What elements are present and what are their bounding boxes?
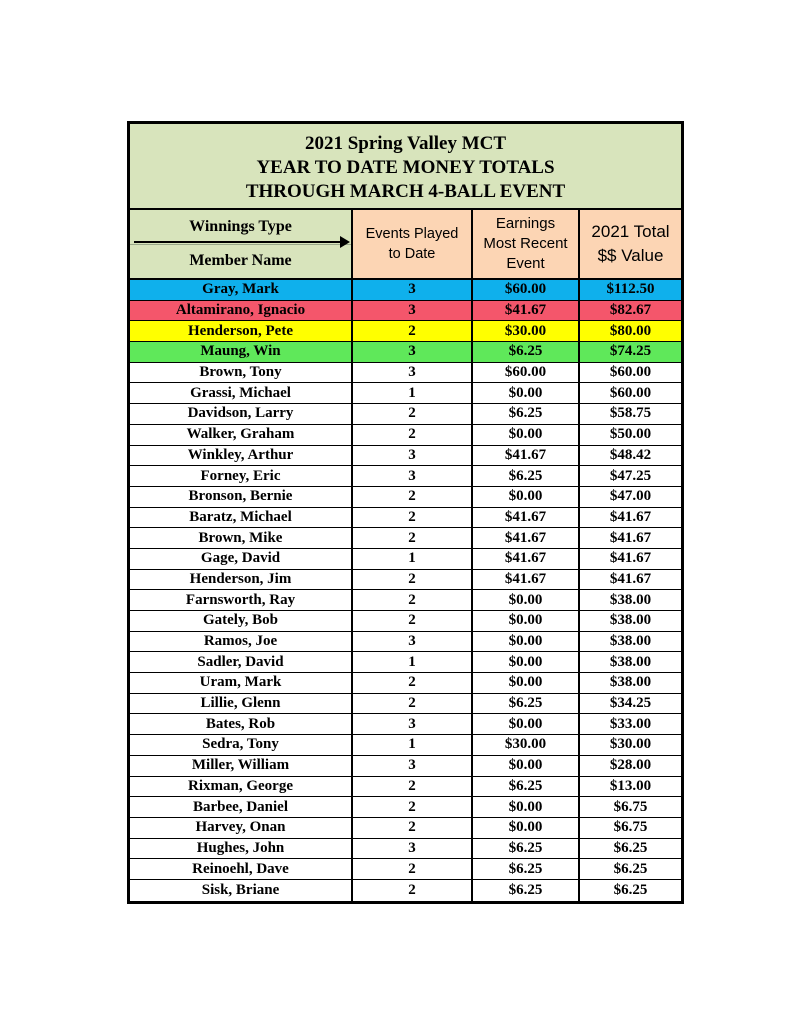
member-name-cell: Bronson, Bernie [130,487,353,507]
recent-earnings-cell: $6.25 [473,777,580,797]
total-value-cell: $60.00 [609,384,652,401]
header-winnings-type: Winnings Type [130,210,351,245]
table-row [130,735,681,756]
recent-earnings-cell: $0.00 [473,487,580,507]
member-name-cell: Uram, Mark [130,673,353,693]
member-name-cell: Sedra, Tony [130,735,353,755]
events-played-cell: 1 [353,383,473,403]
recent-earnings-cell: $41.67 [473,528,580,548]
total-value-cell: $6.25 [613,881,648,898]
title-block [130,124,681,210]
events-played-cell: 3 [353,466,473,486]
events-played-cell: 1 [353,652,473,672]
member-name-cell: Grassi, Michael [130,383,353,403]
events-played-cell: 2 [353,487,473,507]
table-row [130,446,681,467]
total-value-cell: $82.67 [609,302,652,319]
member-name-cell: Harvey, Onan [130,818,353,838]
table-row [130,342,681,363]
table-row [130,363,681,384]
events-played-cell: 2 [353,570,473,590]
table-header [130,210,681,280]
table-row [130,694,681,715]
table-row [130,632,681,653]
events-played-cell: 2 [353,508,473,528]
total-value-cell: $41.67 [609,550,652,567]
table-row [130,818,681,839]
events-played-cell: 3 [353,301,473,321]
events-played-cell: 2 [353,859,473,879]
total-value-cell: $28.00 [609,757,652,774]
table-row [130,859,681,880]
events-played-cell: 2 [353,590,473,610]
events-played-cell: 3 [353,756,473,776]
table-row [130,756,681,777]
recent-earnings-cell: $60.00 [473,280,580,300]
member-name-cell: Gage, David [130,549,353,569]
header-total-line1: 2021 Total [591,222,670,241]
member-name-cell: Henderson, Pete [130,321,353,341]
member-name-cell: Gately, Bob [130,611,353,631]
member-name-cell: Gray, Mark [130,280,353,300]
events-played-cell: 3 [353,632,473,652]
recent-earnings-cell: $0.00 [473,756,580,776]
total-value-cell: $48.42 [609,446,652,463]
total-value-cell: $38.00 [609,674,652,691]
total-value-cell: $74.25 [609,343,652,360]
table-row [130,321,681,342]
events-played-cell: 2 [353,818,473,838]
header-events-played-line2: to Date [388,246,436,262]
table-row [130,797,681,818]
member-name-cell: Reinoehl, Dave [130,859,353,879]
member-name-cell: Maung, Win [130,342,353,362]
recent-earnings-cell: $0.00 [473,797,580,817]
events-played-cell: 1 [353,549,473,569]
events-played-cell: 2 [353,673,473,693]
table-row [130,487,681,508]
table-row [130,777,681,798]
title-line-2: YEAR TO DATE MONEY TOTALS [256,157,555,178]
events-played-cell: 2 [353,777,473,797]
total-value-cell: $58.75 [609,405,652,422]
table-row [130,652,681,673]
total-value-cell: $13.00 [609,777,652,794]
header-earnings-line1: Earnings [495,215,556,232]
member-name-cell: Walker, Graham [130,425,353,445]
total-value-cell: $38.00 [609,633,652,650]
total-value-cell: $34.25 [609,695,652,712]
table-row [130,301,681,322]
member-name-cell: Bates, Rob [130,714,353,734]
recent-earnings-cell: $30.00 [473,735,580,755]
member-name-cell: Lillie, Glenn [130,694,353,714]
header-name-column [130,210,353,278]
events-played-cell: 2 [353,425,473,445]
total-value-cell: $112.50 [606,281,655,298]
recent-earnings-cell: $0.00 [473,611,580,631]
member-name-cell: Miller, William [130,756,353,776]
total-value-cell: $6.75 [613,798,648,815]
recent-earnings-cell: $6.25 [473,859,580,879]
total-value-cell: $33.00 [609,715,652,732]
events-played-cell: 2 [353,797,473,817]
recent-earnings-cell: $0.00 [473,590,580,610]
recent-earnings-cell: $41.67 [473,446,580,466]
table-body [130,280,681,901]
recent-earnings-cell: $41.67 [473,301,580,321]
member-name-cell: Farnsworth, Ray [130,590,353,610]
table-row [130,611,681,632]
total-value-cell: $6.25 [613,839,648,856]
header-events-played [353,210,473,278]
total-value-cell: $47.25 [609,467,652,484]
recent-earnings-cell: $60.00 [473,363,580,383]
events-played-cell: 3 [353,714,473,734]
events-played-cell: 2 [353,611,473,631]
recent-earnings-cell: $0.00 [473,714,580,734]
total-value-cell: $38.00 [609,612,652,629]
member-name-cell: Forney, Eric [130,466,353,486]
recent-earnings-cell: $0.00 [473,632,580,652]
table-row [130,425,681,446]
table-row [130,466,681,487]
header-events-played-line1: Events Played [365,226,459,242]
table-row [130,714,681,735]
total-value-cell: $60.00 [609,364,652,381]
total-value-cell: $6.25 [613,860,648,877]
total-value-cell: $41.67 [609,508,652,525]
total-value-cell: $30.00 [609,736,652,753]
header-member-name: Member Name [189,252,292,270]
total-value-cell: $6.75 [613,819,648,836]
total-value-cell: $50.00 [609,426,652,443]
recent-earnings-cell: $0.00 [473,425,580,445]
member-name-cell: Rixman, George [130,777,353,797]
total-value-cell: $38.00 [609,653,652,670]
recent-earnings-cell: $41.67 [473,549,580,569]
table-row [130,590,681,611]
arrow-right-icon [134,241,348,243]
total-value-cell: $41.67 [609,529,652,546]
recent-earnings-cell: $41.67 [473,508,580,528]
member-name-cell: Brown, Tony [130,363,353,383]
recent-earnings-cell: $6.25 [473,404,580,424]
table-row [130,570,681,591]
recent-earnings-cell: $30.00 [473,321,580,341]
member-name-cell: Barbee, Daniel [130,797,353,817]
recent-earnings-cell: $6.25 [473,880,580,901]
events-played-cell: 3 [353,363,473,383]
total-value-cell: $38.00 [609,591,652,608]
title-line-1: 2021 Spring Valley MCT [304,133,507,154]
recent-earnings-cell: $0.00 [473,673,580,693]
events-played-cell: 3 [353,280,473,300]
table-row [130,880,681,901]
header-earnings-line2: Most Recent [483,235,568,252]
recent-earnings-cell: $0.00 [473,818,580,838]
header-total-value [580,210,681,278]
events-played-cell: 2 [353,321,473,341]
table-row [130,528,681,549]
events-played-cell: 3 [353,446,473,466]
total-value-cell: $41.67 [609,570,652,587]
events-played-cell: 1 [353,735,473,755]
events-played-cell: 2 [353,404,473,424]
events-played-cell: 2 [353,694,473,714]
events-played-cell: 3 [353,342,473,362]
table-row [130,839,681,860]
member-name-cell: Hughes, John [130,839,353,859]
member-name-cell: Brown, Mike [130,528,353,548]
total-value-cell: $47.00 [609,488,652,505]
member-name-cell: Sadler, David [130,652,353,672]
table-row [130,404,681,425]
events-played-cell: 3 [353,839,473,859]
member-name-cell: Sisk, Briane [130,880,353,901]
recent-earnings-cell: $6.25 [473,694,580,714]
member-name-cell: Winkley, Arthur [130,446,353,466]
recent-earnings-cell: $6.25 [473,839,580,859]
member-name-cell: Baratz, Michael [130,508,353,528]
table-row [130,673,681,694]
recent-earnings-cell: $6.25 [473,342,580,362]
table-row [130,383,681,404]
table-row [130,549,681,570]
member-name-cell: Henderson, Jim [130,570,353,590]
member-name-cell: Altamirano, Ignacio [130,301,353,321]
header-earnings-line3: Event [506,255,545,272]
member-name-cell: Ramos, Joe [130,632,353,652]
title-line-3: THROUGH MARCH 4-BALL EVENT [245,181,566,202]
events-played-cell: 2 [353,880,473,901]
recent-earnings-cell: $6.25 [473,466,580,486]
table-row [130,280,681,301]
header-total-line2: $$ Value [597,246,664,265]
total-value-cell: $80.00 [609,322,652,339]
recent-earnings-cell: $0.00 [473,383,580,403]
recent-earnings-cell: $0.00 [473,652,580,672]
table-row [130,508,681,529]
header-earnings-recent [473,210,580,278]
member-name-cell: Davidson, Larry [130,404,353,424]
events-played-cell: 2 [353,528,473,548]
recent-earnings-cell: $41.67 [473,570,580,590]
money-totals-sheet [127,121,684,904]
